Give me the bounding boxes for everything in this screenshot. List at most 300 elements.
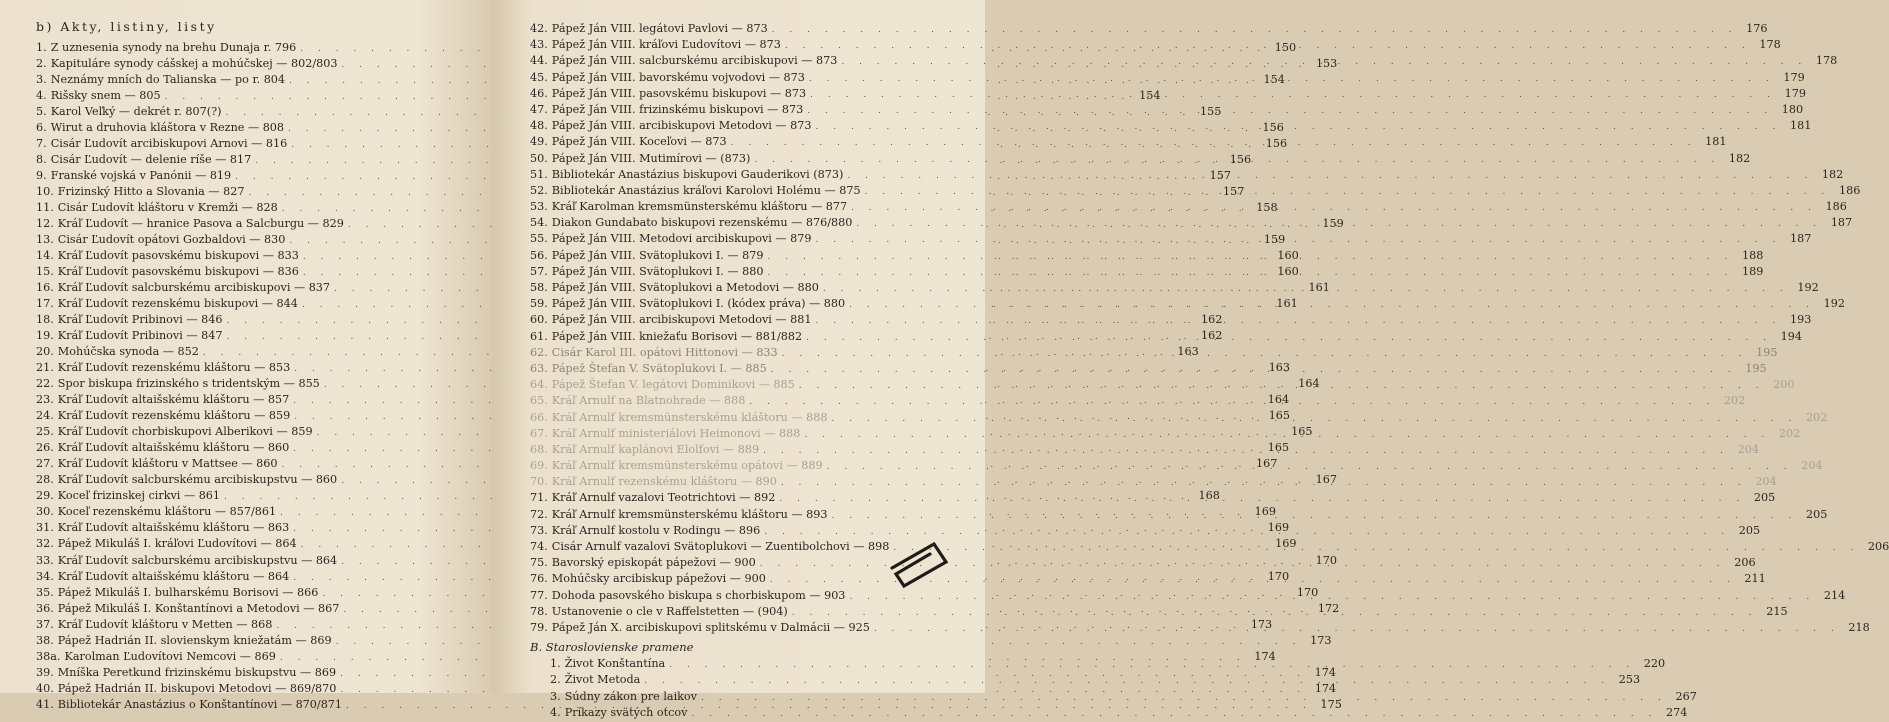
- dot-leader: [816, 232, 1782, 248]
- entry-page-number: 176: [1746, 22, 1768, 35]
- entry-number: 51.: [530, 167, 548, 181]
- entry-page-number: 158: [1256, 201, 1278, 215]
- entry-page-number: 172: [1317, 601, 1340, 615]
- section-b-label: B.: [530, 640, 543, 655]
- dot-leader: [782, 346, 1748, 362]
- entry-number: 31.: [36, 521, 54, 535]
- entry-title: Kráľ Ľudovít — hranice Pasova a Salcburgu — 829: [57, 217, 344, 231]
- dot-leader: [772, 22, 1738, 38]
- entry-title: Pápež Ján VIII. kráľovi Ľudovítovi — 873: [551, 38, 781, 52]
- entry-number: 16.: [36, 281, 54, 295]
- entry-page-number: 202: [1805, 410, 1828, 424]
- entry-title: Rišsky snem — 805: [50, 89, 161, 103]
- entry-page-number: 205: [1753, 491, 1776, 505]
- entry-number: 10.: [36, 185, 54, 199]
- entry-page-number: 204: [1737, 442, 1760, 456]
- entry-page-number: 164: [1298, 377, 1320, 391]
- entry-page-number: 153: [1315, 57, 1338, 71]
- dot-leader: [749, 394, 1715, 410]
- entry-number: 68.: [530, 442, 548, 456]
- entry-title: Pápež Ján VIII. Metodovi arcibiskupovi — 879: [551, 232, 812, 246]
- section-heading-title: Akty, listiny, listy: [60, 19, 217, 34]
- entry-number: 70.: [530, 475, 548, 489]
- entry-title: Pápež Ján VIII. bavorskému vojvodovi — 873: [551, 70, 805, 84]
- entry-number: 4.: [550, 705, 561, 719]
- entry-page-number: 159: [1322, 217, 1344, 231]
- entry-title: Dohoda pasovského biskupa s chorbiskupom — 903: [551, 588, 846, 602]
- entry-page-number: 206: [1867, 540, 1889, 553]
- entry-page-number: 211: [1744, 572, 1766, 586]
- entry-title: Pápež Ján VIII. arcibiskupovi Metodovi — 873: [551, 119, 812, 133]
- entry-page-number: 157: [1222, 185, 1245, 199]
- dot-leader: [807, 103, 1773, 119]
- entry-page-number: 164: [1267, 393, 1290, 407]
- entry-page-number: 173: [1310, 633, 1332, 647]
- entry-page-number: 182: [1728, 151, 1751, 165]
- entry-number: 15.: [36, 265, 54, 279]
- entry-title: Koceľ frizinskej cirkvi — 861: [57, 489, 221, 503]
- entry-number: 42.: [530, 22, 548, 35]
- section-heading: [36, 18, 470, 36]
- entry-title: Cisár Ľudovít — delenie ríše — 817: [50, 153, 252, 167]
- entry-title: Pápež Mikuláš I. Konštantínovi a Metodovi — 867: [57, 601, 340, 615]
- entry-number: 1.: [36, 41, 47, 54]
- entry-page-number: 163: [1177, 345, 1199, 359]
- entry-number: 8.: [36, 153, 47, 167]
- entry-title: Pápež Ján VIII. Koceľovi — 873: [551, 135, 727, 149]
- dot-leader: [692, 706, 1658, 722]
- entry-title: Cisár Ľudovít arcibiskupovi Arnovi — 816: [50, 137, 288, 151]
- dot-leader: [644, 673, 1610, 689]
- entry-title: Kráľ Arnulf rezenskému kláštoru — 890: [551, 475, 777, 489]
- entry-number: 2.: [550, 673, 561, 687]
- section-b-heading: [530, 638, 971, 656]
- entry-title: Život Konštantína: [564, 657, 666, 671]
- entry-number: 41.: [36, 697, 54, 711]
- entry-title: Kráľ Ľudovít altaišskému kláštoru — 860: [57, 441, 290, 455]
- dot-leader: [701, 690, 1667, 706]
- entry-title: Kráľ Ľudovít rezenskému kláštoru — 853: [57, 361, 291, 375]
- entry-title: Kráľ Ľudovít pasovskému biskupovi — 833: [57, 249, 299, 263]
- entry-title: Kráľ Ľudovít salcburskému arcibiskupstvu — 860: [57, 473, 338, 487]
- entry-page-number: 165: [1291, 425, 1313, 439]
- entry-title: Kráľ Ľudovít pasovskému biskupovi — 836: [57, 265, 299, 279]
- entry-page-number: 215: [1766, 604, 1788, 618]
- dot-leader: [754, 152, 1720, 168]
- entry-title: Príkazy svätých otcov: [564, 705, 688, 719]
- entry-page-number: 173: [1250, 617, 1273, 631]
- entry-page-number: 174: [1314, 665, 1336, 679]
- entry-number: 12.: [36, 217, 54, 231]
- entry-page-number: 169: [1267, 521, 1290, 535]
- entry-page-number: 193: [1790, 313, 1812, 327]
- entry-page-number: 202: [1778, 426, 1801, 440]
- entry-title: Pápež Ján VIII. arcibiskupovi Metodovi — 881: [551, 313, 812, 327]
- entry-number: 35.: [36, 585, 54, 599]
- entry-number: 37.: [36, 617, 54, 631]
- entry-number: 4.: [36, 89, 47, 103]
- entry-title: Pápež Ján X. arcibiskupovi splitskému v Dalmácii — 925: [551, 620, 870, 634]
- entry-title: Kráľ Arnulf na Blatnohrade — 888: [551, 394, 746, 408]
- entry-title: Kráľ Ľudovít kláštoru v Metten — 868: [57, 617, 273, 631]
- entry-title: Kráľ Ľudovít rezenskému kláštoru — 859: [57, 409, 291, 423]
- entry-number: 64.: [530, 378, 548, 392]
- entry-number: 73.: [530, 523, 548, 537]
- dot-leader: [799, 378, 1765, 394]
- entry-title: Kráľ Ľudovít altaišskému kláštoru — 857: [57, 393, 290, 407]
- entry-page-number: 160: [1277, 265, 1299, 279]
- entry-number: 38.: [36, 633, 54, 647]
- entry-page-number: 218: [1848, 620, 1870, 634]
- entry-title: Pápež Hadrián II. biskupovi Metodovi — 869/870: [57, 681, 337, 695]
- entry-page-number: 187: [1830, 216, 1853, 230]
- entry-number: 26.: [36, 441, 54, 455]
- entry-title: Kráľ Arnulf kremsmünsterskému opátovi — 889: [551, 459, 823, 473]
- entry-number: 65.: [530, 394, 548, 408]
- entry-title: Cisár Ľudovít kláštoru v Kremži — 828: [57, 201, 278, 215]
- entry-page-number: 204: [1755, 475, 1777, 489]
- entry-page-number: 192: [1797, 281, 1819, 294]
- entry-number: 39.: [36, 665, 54, 679]
- entry-title: Mohúčska synoda — 852: [57, 345, 199, 359]
- dot-leader: [781, 475, 1747, 491]
- entry-title: Ustanovenie o cle v Raffelstetten — (904): [551, 604, 788, 618]
- dot-leader: [847, 168, 1813, 184]
- dot-leader: [810, 87, 1776, 103]
- entry-page-number: 167: [1256, 457, 1278, 471]
- dot-leader: [831, 508, 1797, 524]
- entry-number: 28.: [36, 473, 54, 487]
- entry-page-number: 168: [1198, 489, 1220, 503]
- entry-number: 46.: [530, 86, 548, 100]
- entry-page-number: 175: [1320, 697, 1342, 711]
- section-b-title: Staroslovienske pramene: [545, 640, 694, 655]
- entry-page-number: 204: [1801, 459, 1823, 473]
- entry-number: 33.: [36, 553, 54, 567]
- entry-title: Kráľ Ľudovít Pribinovi — 847: [57, 329, 223, 343]
- entry-title: Pápež Ján VIII. frizinskému biskupovi — 873: [551, 102, 804, 116]
- dot-leader: [827, 459, 1793, 475]
- entry-number: 55.: [530, 232, 548, 246]
- entry-number: 79.: [530, 620, 548, 634]
- entry-page-number: 156: [1262, 121, 1284, 135]
- entry-number: 61.: [530, 329, 548, 343]
- entry-number: 60.: [530, 313, 548, 327]
- dot-leader: [849, 297, 1815, 313]
- dot-leader: [768, 249, 1734, 265]
- entry-number: 13.: [36, 233, 54, 247]
- entry-number: 71.: [530, 491, 548, 505]
- dot-leader: [809, 71, 1775, 87]
- entry-title: Kráľ Arnulf vazalovi Teotrichtovi — 892: [551, 491, 776, 505]
- entry-number: 2.: [36, 57, 47, 71]
- entry-title: Wirut a druhovia kláštora v Rezne — 808: [50, 121, 285, 135]
- entry-title: Karol Veľký — dekrét r. 807(?): [50, 105, 222, 119]
- entry-number: 14.: [36, 249, 54, 263]
- entry-number: 56.: [530, 248, 548, 262]
- dot-leader: [851, 200, 1817, 216]
- dot-leader: [874, 621, 1840, 637]
- dot-leader: [823, 281, 1789, 297]
- entry-page-number: 170: [1315, 553, 1338, 567]
- entry-page-number: 178: [1815, 54, 1838, 68]
- entry-number: 34.: [36, 569, 54, 583]
- entry-title: Pápež Ján VIII. salcburskému arcibiskupovi — 873: [551, 54, 838, 68]
- entry-title: Spor biskupa frizinského s tridentským — 855: [57, 377, 320, 391]
- dot-leader: [849, 589, 1815, 605]
- entry-title: Pápež Štefan V. legátovi Dominikovi — 885: [551, 378, 795, 392]
- entry-title: Cisár Karol III. opátovi Hittonovi — 833: [551, 345, 778, 359]
- entry-title: Kráľ Arnulf kostolu v Rodingu — 896: [551, 523, 761, 537]
- entry-page-number: 155: [1199, 105, 1222, 119]
- entry-title: Pápež Mikuláš I. bulharskému Borisovi — 866: [57, 585, 319, 599]
- dot-leader: [816, 313, 1782, 329]
- entry-number: 22.: [36, 377, 54, 391]
- entry-page-number: 181: [1705, 135, 1727, 149]
- entry-title: Pápež Mikuláš I. kráľovi Ľudovítovi — 864: [57, 537, 297, 551]
- entry-title: Kráľ Ľudovít altaišskému kláštoru — 863: [57, 521, 290, 535]
- entry-number: 27.: [36, 457, 54, 471]
- entry-title: Kráľ Arnulf kaplánovi Elolfovi — 889: [551, 442, 760, 456]
- entry-page-number: 160: [1277, 249, 1299, 263]
- entry-page-number: 220: [1643, 657, 1666, 671]
- entry-number: 18.: [36, 313, 54, 327]
- dot-leader: [816, 119, 1782, 135]
- entry-page-number: 274: [1665, 705, 1688, 719]
- entry-page-number: 159: [1263, 233, 1286, 247]
- entry-number: 49.: [530, 135, 548, 149]
- entry-number: 45.: [530, 70, 548, 84]
- entry-page-number: 195: [1756, 345, 1778, 359]
- entry-number: 54.: [530, 216, 548, 230]
- entry-number: 20.: [36, 345, 54, 359]
- entry-title: Kráľ Arnulf kremsmünsterskému kláštoru — 888: [551, 410, 828, 424]
- entry-number: 59.: [530, 297, 548, 311]
- entry-page-number: 154: [1139, 89, 1161, 103]
- dot-leader: [785, 38, 1751, 54]
- entry-page-number: 165: [1267, 441, 1290, 455]
- dot-leader: [792, 605, 1758, 621]
- entry-page-number: 156: [1265, 137, 1288, 151]
- entry-number: 57.: [530, 264, 548, 278]
- entry-page-number: 206: [1734, 556, 1756, 570]
- entry-page-number: 186: [1825, 200, 1847, 214]
- entry-page-number: 167: [1315, 473, 1338, 487]
- entry-number: 3.: [550, 689, 561, 703]
- entry-page-number: 161: [1308, 281, 1330, 295]
- entry-page-number: 179: [1784, 86, 1806, 100]
- dot-leader: [669, 657, 1635, 673]
- entry-page-number: 154: [1263, 73, 1285, 87]
- entry-title: Bavorský episkopát pápežovi — 900: [551, 556, 756, 570]
- entry-number: 30.: [36, 505, 54, 519]
- dot-leader: [731, 135, 1697, 151]
- entry-page-number: 192: [1823, 297, 1845, 311]
- entry-number: 7.: [36, 137, 47, 151]
- entry-page-number: 170: [1296, 585, 1319, 599]
- entry-title: Pápež Štefan V. Svätoplukovi I. — 885: [551, 361, 767, 375]
- entry-number: 69.: [530, 459, 548, 473]
- entry-page-number: 169: [1254, 505, 1276, 519]
- entry-page-number: 214: [1823, 588, 1846, 602]
- entry-number: 29.: [36, 489, 54, 503]
- entry-number: 19.: [36, 329, 54, 343]
- dot-leader: [768, 265, 1734, 281]
- entry-title: Diakon Gundabato biskupovi rezenskému — 876/880: [551, 216, 853, 230]
- entry-number: 32.: [36, 537, 54, 551]
- entry-page-number: 162: [1200, 313, 1223, 327]
- entry-title: Bibliotekár Anastázius kráľovi Karolovi Holému — 875: [551, 183, 861, 197]
- entry-title: Kráľ Ľudovít salcburskému arcibiskupovi — 837: [57, 281, 331, 295]
- entry-page-number: 178: [1759, 38, 1781, 52]
- entry-title: Frizinský Hitto a Slovania — 827: [57, 185, 245, 199]
- entry-number: 52.: [530, 183, 548, 197]
- dot-leader: [856, 216, 1822, 232]
- entry-number: 17.: [36, 297, 54, 311]
- entry-page-number: 161: [1276, 297, 1298, 311]
- entry-title: Mníška Peretkund frizinskému biskupstvu — 869: [57, 665, 337, 679]
- entry-number: 66.: [530, 410, 548, 424]
- entry-number: 24.: [36, 409, 54, 423]
- entry-page-number: 202: [1723, 394, 1746, 408]
- entry-title: Pápež Hadrián II. slovienskym kniežatám — 869: [57, 633, 332, 647]
- entry-number: 25.: [36, 425, 54, 439]
- entry-number: 53.: [530, 200, 548, 214]
- entry-page-number: 179: [1783, 70, 1805, 84]
- dot-leader: [831, 411, 1797, 427]
- entry-title: Pápež Ján VIII. Mutimírovi — (873): [551, 151, 751, 165]
- dot-leader: [771, 362, 1737, 378]
- entry-page-number: 174: [1314, 681, 1337, 695]
- entry-number: 75.: [530, 556, 548, 570]
- entry-page-number: 162: [1200, 329, 1223, 343]
- entry-number: 11.: [36, 201, 54, 215]
- entry-number: 58.: [530, 281, 548, 294]
- dot-leader: [806, 330, 1772, 346]
- entry-number: 5.: [36, 105, 47, 119]
- entry-number: 38a.: [36, 649, 61, 663]
- entry-number: 9.: [36, 169, 47, 183]
- entry-title: Kráľ Arnulf kremsmünsterskému kláštoru — 893: [551, 507, 828, 521]
- entry-number: 6.: [36, 121, 47, 135]
- entry-page-number: 253: [1618, 673, 1641, 687]
- dot-leader: [779, 491, 1745, 507]
- entry-page-number: 182: [1821, 167, 1844, 181]
- entry-title: Pápež Ján VIII. pasovskému biskupovi — 873: [551, 86, 807, 100]
- entry-title: Kráľ Karolman kremsmünsterskému kláštoru — 877: [551, 200, 848, 214]
- entry-number: 74.: [530, 540, 548, 553]
- dot-leader: [804, 427, 1770, 443]
- entry-number: 44.: [530, 54, 548, 68]
- entry-title: Bibliotekár Anastázius biskupovi Gauderikovi (873): [551, 167, 844, 181]
- entry-title: Život Metoda: [564, 673, 641, 687]
- entry-number: 63.: [530, 361, 548, 375]
- entry-number: 76.: [530, 572, 548, 586]
- entry-title: Pápež Ján VIII. kniežaťu Borisovi — 881/882: [551, 329, 803, 343]
- entry-page-number: 205: [1738, 523, 1761, 537]
- entry-page-number: 186: [1839, 183, 1861, 197]
- entry-page-number: 165: [1268, 409, 1291, 423]
- paper-clip-icon: [886, 532, 956, 602]
- entry-page-number: 195: [1745, 361, 1767, 375]
- entry-page-number: 169: [1275, 537, 1297, 551]
- dot-leader: [865, 184, 1831, 200]
- entry-title: Kráľ Ľudovít Pribinovi — 846: [57, 313, 223, 327]
- entry-page-number: 200: [1773, 378, 1795, 392]
- entry-title: Súdny zákon pre laikov: [564, 689, 697, 703]
- entry-page-number: 163: [1268, 361, 1291, 375]
- entry-page-number: 174: [1254, 649, 1276, 663]
- entry-title: Kapituláre synody cášskej a mohúčskej — 802/803: [50, 57, 338, 71]
- entry-page-number: 150: [1274, 41, 1297, 54]
- entry-number: 3.: [36, 73, 47, 87]
- entry-title: Franské vojská v Panónii — 819: [50, 169, 232, 183]
- entry-number: 23.: [36, 393, 54, 407]
- entry-title: Kráľ Ľudovít rezenskému biskupovi — 844: [57, 297, 298, 311]
- entry-title: Kráľ Ľudovít kláštoru v Mattsee — 860: [57, 457, 278, 471]
- entry-page-number: 267: [1675, 689, 1697, 703]
- entry-number: 43.: [530, 38, 548, 52]
- dot-leader: [893, 540, 1859, 556]
- entry-title: Pápež Ján VIII. Svätoplukovi I. — 880: [551, 264, 764, 278]
- entry-number: 77.: [530, 588, 548, 602]
- entry-title: Pápež Ján VIII. Svätoplukovi I. (kódex práva) — 880: [551, 297, 846, 311]
- entry-page-number: 194: [1780, 329, 1802, 343]
- entry-page-number: 156: [1229, 153, 1252, 167]
- entry-title: Karolman Ľudovítovi Nemcovi — 869: [64, 649, 276, 663]
- entry-title: Bibliotekár Anastázius o Konštantínovi — 870/871: [57, 697, 343, 711]
- entry-title: Cisár Arnulf vazalovi Svätoplukovi — Zuentibolchovi — 898: [551, 540, 890, 553]
- entry-page-number: 188: [1742, 248, 1764, 262]
- entry-page-number: 180: [1781, 102, 1804, 116]
- entry-number: 48.: [530, 119, 548, 133]
- entry-number: 78.: [530, 604, 548, 618]
- entry-title: Kráľ Ľudovít salcburskému arcibiskupstvu — 864: [57, 553, 338, 567]
- entry-title: Pápež Ján VIII. Svätoplukovi I. — 879: [551, 248, 764, 262]
- entry-title: Koceľ rezenskému kláštoru — 857/861: [57, 505, 277, 519]
- entry-number: 50.: [530, 151, 548, 165]
- entry-page-number: 189: [1742, 264, 1764, 278]
- section-heading-prefix: b): [36, 19, 54, 34]
- entry-page-number: 181: [1790, 119, 1812, 133]
- toc-entry: [530, 21, 1768, 37]
- entry-title: Cisár Ľudovít opátovi Gozbaldovi — 830: [57, 233, 286, 247]
- dot-leader: [841, 54, 1807, 70]
- entry-page-number: 157: [1209, 169, 1232, 183]
- entry-number: 40.: [36, 681, 54, 695]
- entry-title: Kráľ Ľudovít altaišskému kláštoru — 864: [57, 569, 290, 583]
- entry-page-number: 170: [1267, 569, 1290, 583]
- entry-page-number: 205: [1805, 507, 1828, 521]
- toc-entry: [530, 705, 1688, 721]
- entry-page-number: 187: [1790, 232, 1812, 246]
- entry-title: Pápež Ján VIII. Svätoplukovi a Metodovi — 880: [551, 281, 819, 294]
- entry-title: Z uznesenia synody na brehu Dunaja r. 796: [50, 41, 297, 54]
- entry-number: 62.: [530, 345, 548, 359]
- entry-number: 1.: [550, 657, 561, 671]
- entry-number: 47.: [530, 102, 548, 116]
- entry-title: Pápež Ján VIII. legátovi Pavlovi — 873: [551, 22, 768, 35]
- entry-number: 67.: [530, 426, 548, 440]
- entry-title: Neznámy mních do Talianska — po r. 804: [50, 73, 286, 87]
- entry-number: 36.: [36, 601, 54, 615]
- entry-title: Mohúčsky arcibiskup pápežovi — 900: [551, 572, 766, 586]
- entry-number: 72.: [530, 507, 548, 521]
- entry-number: 21.: [36, 361, 54, 375]
- entry-title: Kráľ Arnulf ministeriálovi Heimonovi — 888: [551, 426, 801, 440]
- entry-title: Kráľ Ľudovít chorbiskupovi Alberikovi — 859: [57, 425, 313, 439]
- dot-leader: [763, 443, 1729, 459]
